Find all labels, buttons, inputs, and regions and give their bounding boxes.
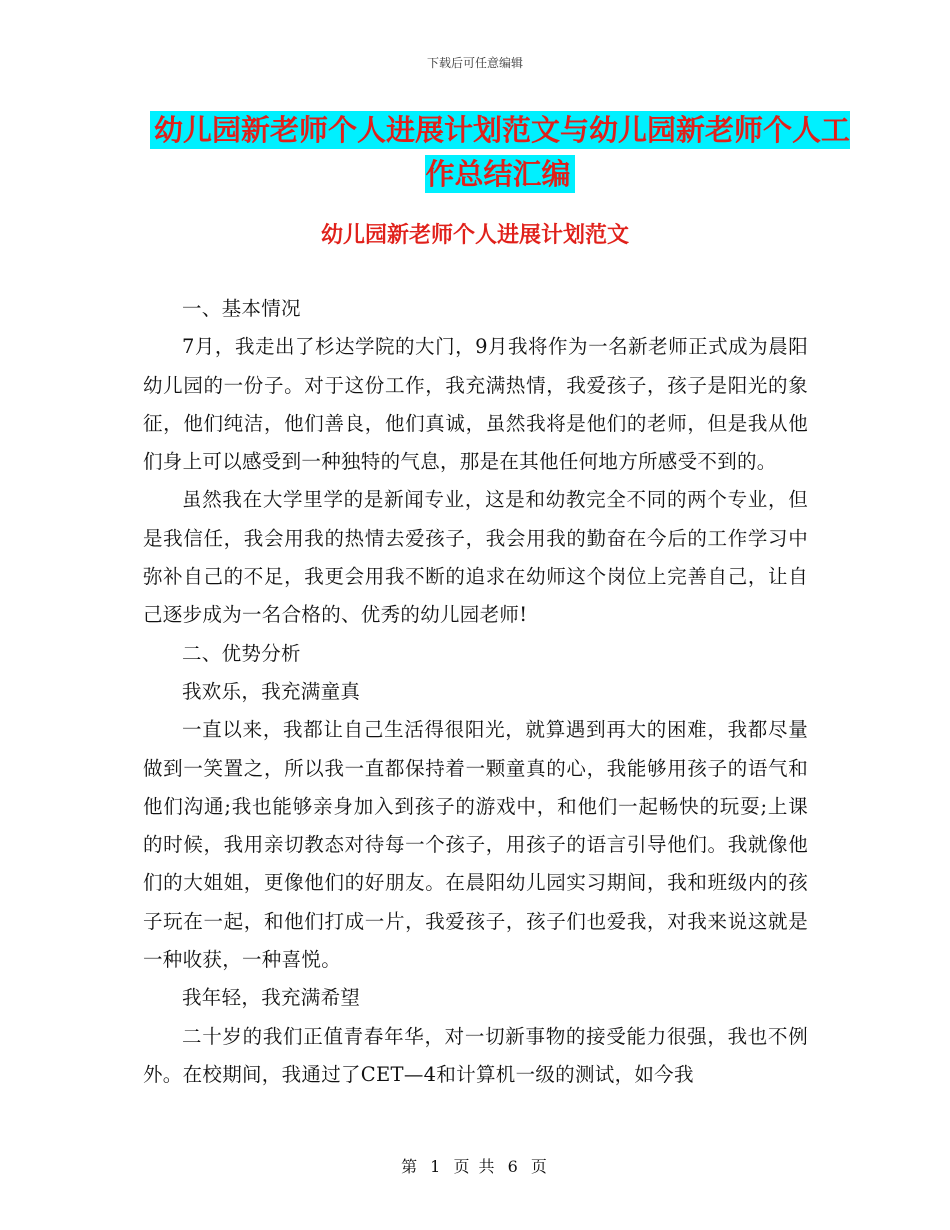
paragraph: 7月，我走出了杉达学院的大门，9月我将作为一名新老师正式成为晨阳幼儿园的一份子。对于这份工作，我充满热情，我爱孩子，孩子是阳光的象征，他们纯洁，他们善良，他们真诚，虽然我将是他们的老师，但是我从他们身上可以感受到一种独特的气息，那是在其他任何地方所感受不到的。 bbox=[143, 335, 808, 474]
subheading: 我年轻，我充满希望 bbox=[182, 986, 361, 1010]
footer-middle: 页 共 bbox=[453, 1157, 497, 1176]
paragraph: 虽然我在大学里学的是新闻专业，这是和幼教完全不同的两个专业，但是我信任，我会用我的热情去爱孩子，我会用我的勤奋在今后的工作学习中弥补自己的不足，我更会用我不断的追求在幼师这个岗位上完善自己，让自己逐步成为一名合格的、优秀的幼儿园老师! bbox=[143, 488, 808, 627]
section-title: 幼儿园新老师个人进展计划范文 bbox=[320, 223, 629, 248]
paragraph: 二十岁的我们正值青春年华，对一切新事物的接受能力很强，我也不例外。在校期间，我通过了CET—4和计算机一级的测试，如今我 bbox=[143, 1024, 808, 1086]
heading-advantage-analysis: 二、优势分析 bbox=[182, 641, 301, 665]
document-title bbox=[140, 108, 860, 196]
body-text bbox=[143, 290, 808, 1094]
footer-prefix: 第 bbox=[401, 1157, 420, 1176]
header-note: 下载后可任意编辑 bbox=[426, 56, 523, 70]
page-number: 1 bbox=[430, 1157, 443, 1176]
document-title-text: 幼儿园新老师个人进展计划范文与幼儿园新老师个人工作总结汇编 bbox=[150, 111, 850, 193]
subheading: 我欢乐，我充满童真 bbox=[182, 679, 361, 703]
heading-basic-info: 一、基本情况 bbox=[182, 297, 301, 320]
page-footer bbox=[0, 1154, 950, 1177]
footer-suffix: 页 bbox=[530, 1157, 549, 1176]
paragraph: 一直以来，我都让自己生活得很阳光，就算遇到再大的困难，我都尽量做到一笑置之，所以我一直都保持着一颗童真的心，我能够用孩子的语气和他们沟通;我也能够亲身加入到孩子的游戏中，和他们一起畅快的玩耍;上课的时候，我用亲切教态对待每一个孩子，用孩子的语言引导他们。我就像他们的大姐姐，更像他们的好朋友。在晨阳幼儿园实习期间，我和班级内的孩子玩在一起，和他们打成一片，我爱孩子，孩子们也爱我，对我来说这就是一种收获，一种喜悦。 bbox=[143, 718, 808, 972]
page-total: 6 bbox=[507, 1157, 520, 1176]
